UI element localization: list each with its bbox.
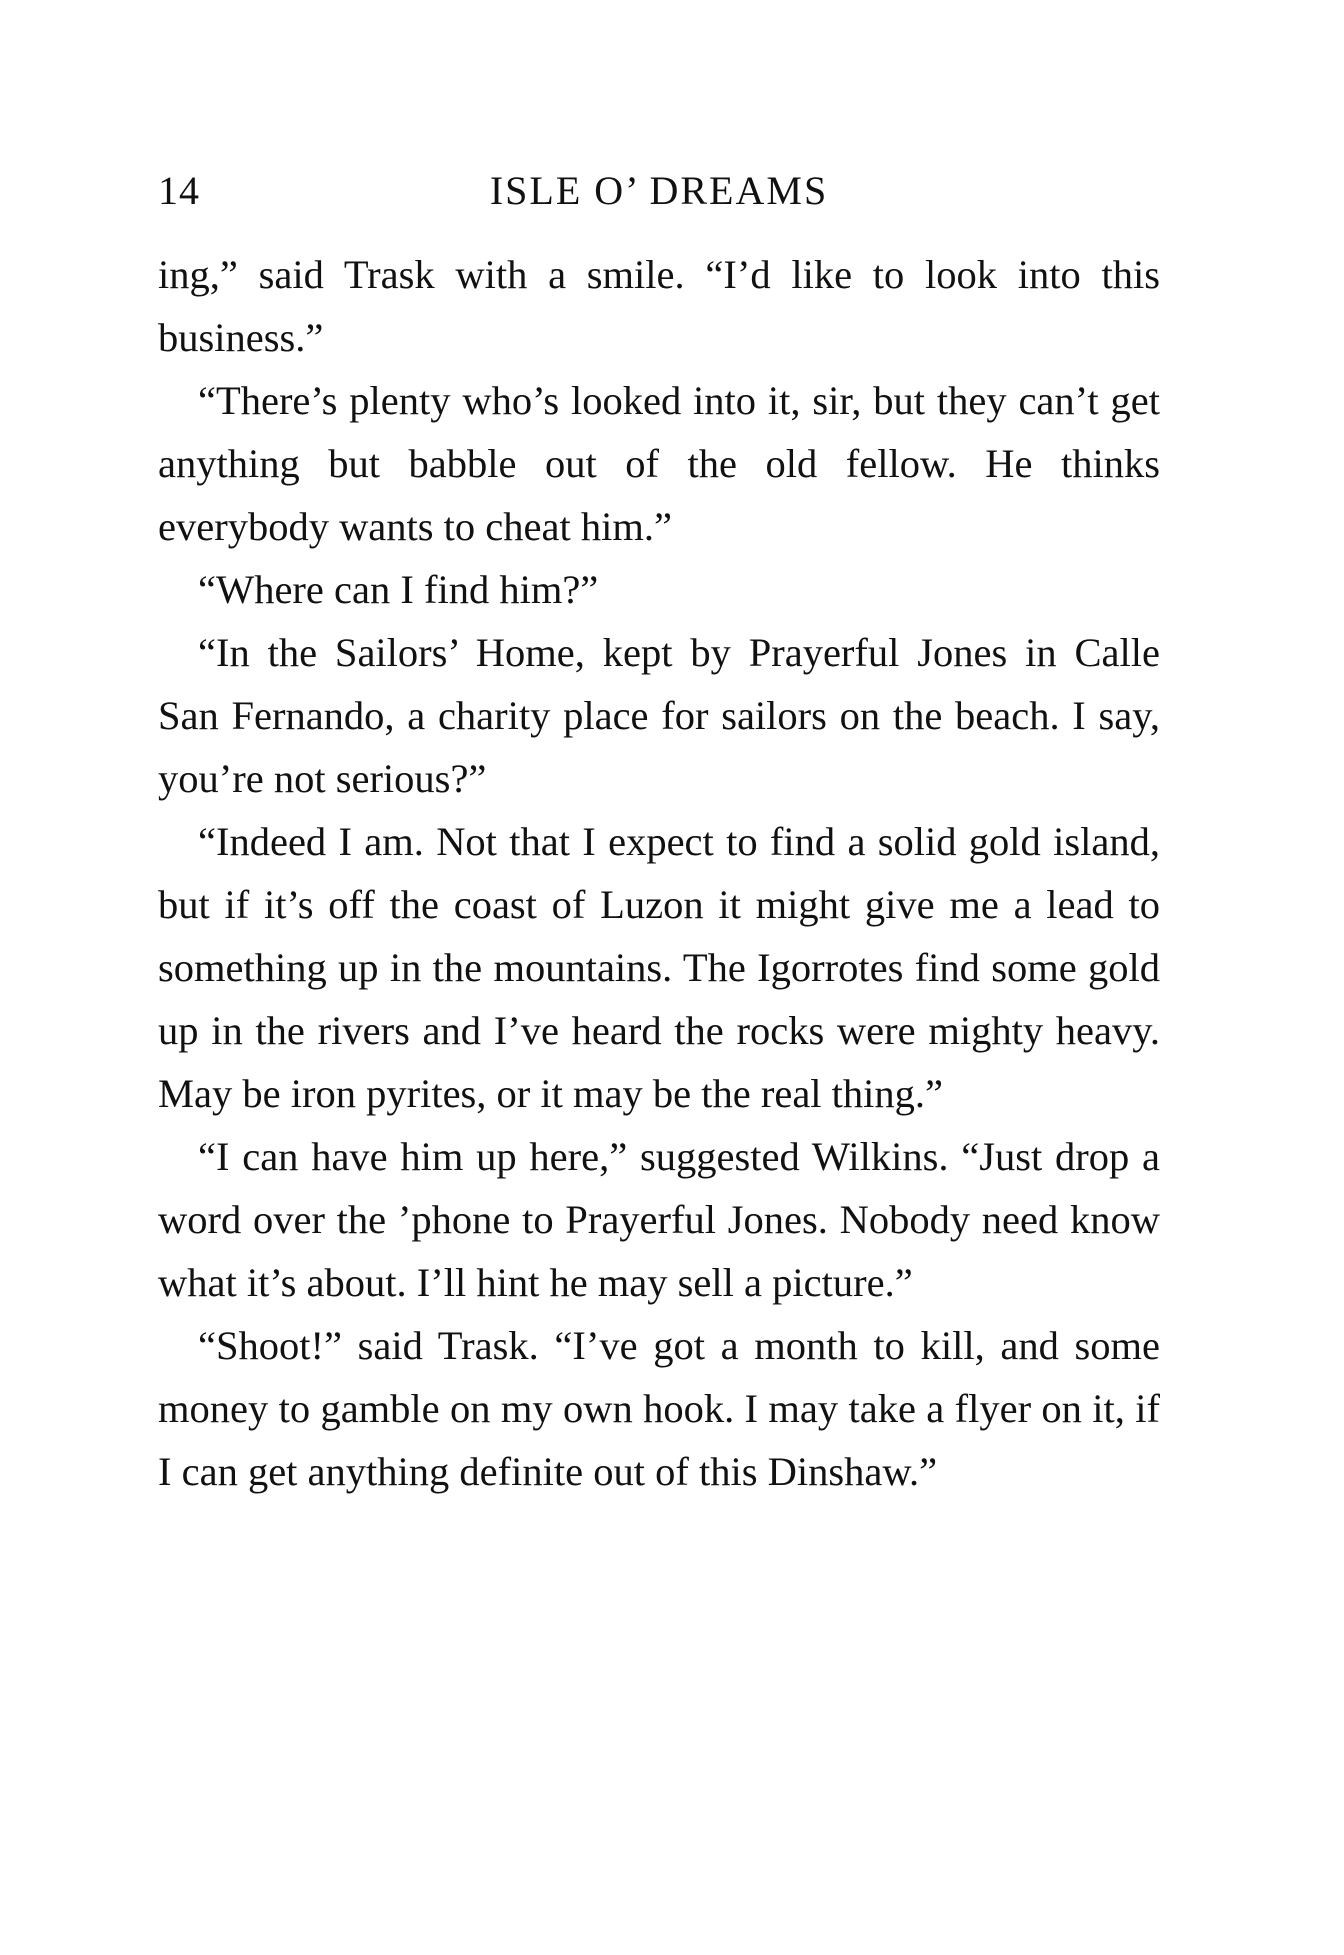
paragraph: “In the Sailors’ Home, kept by Prayerful Jones in Calle San Fernando, a charity place for sailors on the beach. I say, you’re not serious?” <box>158 630 1160 801</box>
running-title: ISLE O’ DREAMS <box>489 168 829 213</box>
page-header <box>158 163 1160 219</box>
paragraph: “I can have him up here,” suggested Wilkins. “Just drop a word over the ’phone to Prayerful Jones. Nobody need know what it’s about. I’ll hint he may sell a picture.” <box>158 1134 1160 1305</box>
page-number: 14 <box>158 168 200 213</box>
paragraph: “Indeed I am. Not that I expect to find a solid gold island, but if it’s off the coast of Luzon it might give me a lead to something up in the mountains. The Igorrotes find some gold up in the rivers and I’ve heard the rocks were mighty heavy. May be iron pyrites, or it may be the real thing.” <box>158 819 1160 1116</box>
paragraph: “Shoot!” said Trask. “I’ve got a month to kill, and some money to gamble on my own hook. I may take a flyer on it, if I can get anything definite out of this Dinshaw.” <box>158 1323 1160 1494</box>
paragraph-continuation: ing,” said Trask with a smile. “I’d like to look into this business.” <box>158 252 1160 360</box>
paragraph: “Where can I find him?” <box>198 567 599 612</box>
body-text <box>158 243 1160 1503</box>
paragraph: “There’s plenty who’s looked into it, sir, but they can’t get anything but babble out of the old fellow. He thinks everybody wants to cheat him.” <box>158 378 1160 549</box>
